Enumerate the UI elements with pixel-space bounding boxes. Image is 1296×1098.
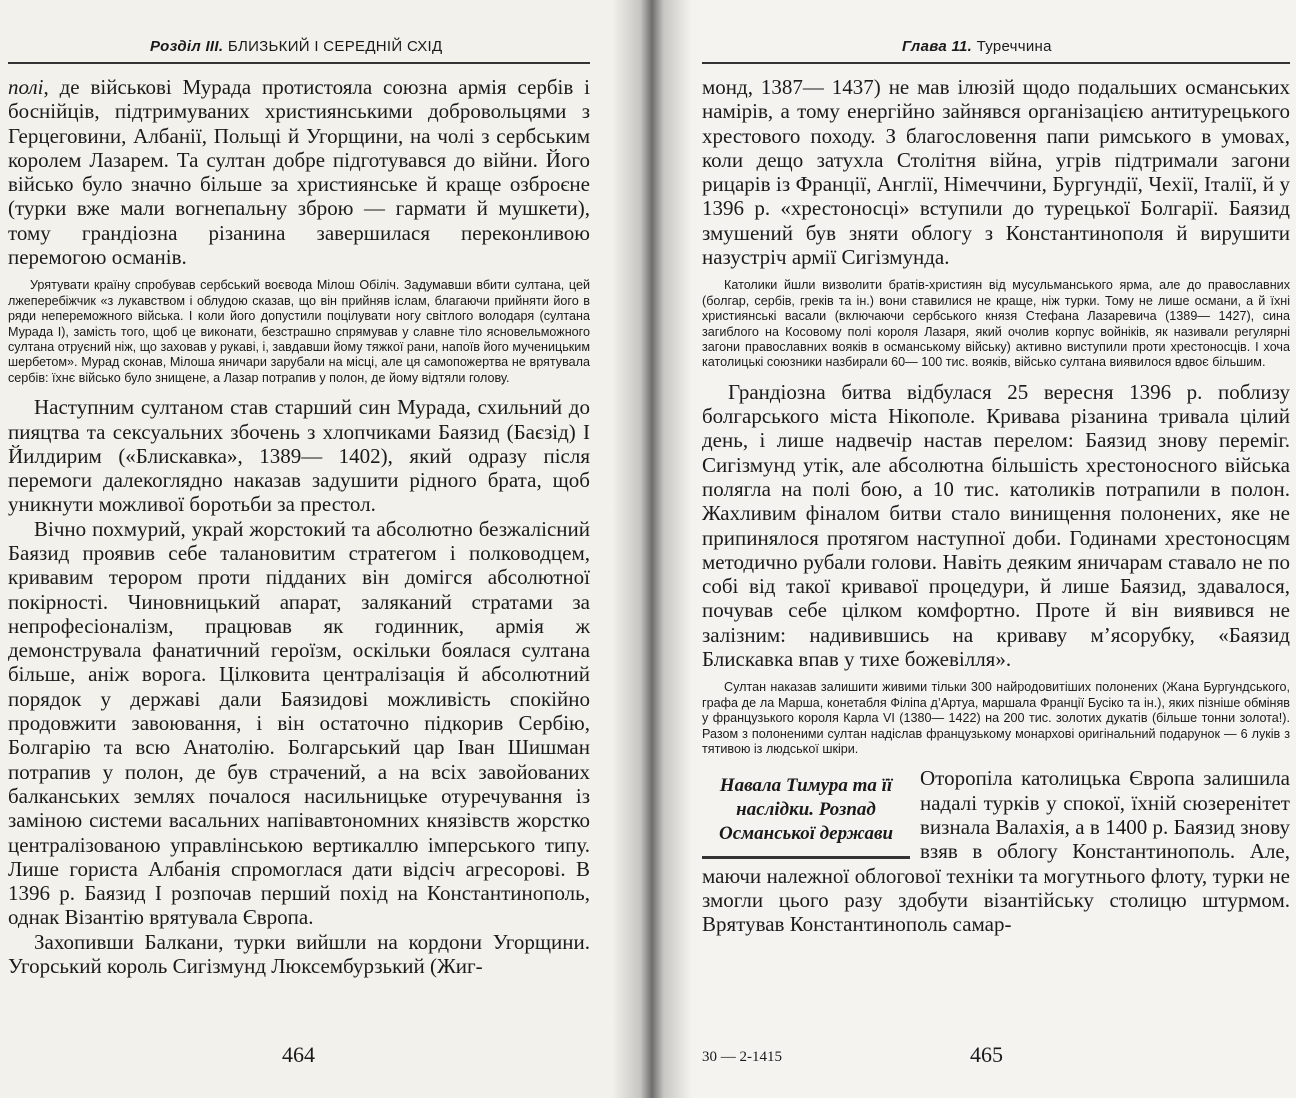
italic-word: полі: [8, 75, 44, 99]
chapter-label: Розділ ІІІ.: [150, 38, 224, 55]
running-head-right: [902, 38, 1052, 55]
header-rule: [702, 62, 1290, 64]
right-page: [640, 0, 1296, 1098]
running-head-left: [150, 38, 442, 55]
paragraph: Вічно похмурий, украй жорстокий та абсолютно безжалісний Баязид проявив себе талановитим стратегом і полководцем, кривавим терором проти підданих він домігся абсолютної покірності. Чиновницький апарат, заляканий стратами за непрофесіоналізм, працював як годинник, армія ж демонструвала фанатичний героїзм, оскільки боялася султана більше, аніж ворога. Цілковита централізація й абсолютний порядок у державі дали Баязидові можливість спокійно продовжити завоювання, і він остаточно підкорив Сербію, Болгарію та всю Анатолію. Болгарський цар Іван Шишман потрапив у полон, де був страчений, а на всіх завойованих балканських землях почалося насильницьке отуречування із заміною системи васальних напівавтономних князівств жорстко централізованою управлінською вертикаллю імперського типу. Лише гориста Албанія спромоглася дати відсіч агресорові. В 1396 р. Баязид І розпочав перший похід на Константинополь, однак Візантію врятувала Європа.: [8, 516, 590, 930]
chapter-title: БЛИЗЬКИЙ І СЕРЕДНІЙ СХІД: [227, 38, 443, 55]
paragraph: Захопивши Балкани, турки вийшли на кордони Угорщини. Угорський король Сигізмунд Люксембурзький (Жиг-: [8, 929, 590, 979]
side-note: Урятувати країну спробував сербський воєвода Мілош Обіліч. Задумавши вбити султана, цей лжеперебіжчик «з лукавством і облудою сказав, що він прийняв іслам, благаючи прийняти його в ряди непереможного війська. І коли його допустили поцілувати ногу світлого володаря (султана Мурада І), замість того, щоб це виконати, безстрашно спрямував у славне тіло ясновельможного султана отруєний ніж, що заховав у рукаві, і, завдавши йому тяжкої рани, напоїв його мученицьким шербетом». Мурад сконав, Мілоша яничари зарубали на місці, але ця самопожертва не врятувала сербів: їхнє військо було знищене, а Лазар потрапив у полон, де йому відтяли голову.: [8, 278, 590, 385]
section-heading: Навала Тимура та її наслідки. Розпад Османської держави: [702, 774, 910, 859]
side-note: Католики йшли визволити братів-християн від мусульманського ярма, але до православних (болгар, сербів, греків та ін.) вони ставилися не краще, ніж турки. Тому не лише османи, а й їхні християнські васали (включаючи сербського князя Стефана Лазаревича (1389— 1427), сина загиблого на Косовому полі короля Лазаря, який очолив корпус войніків, як називали регулярні загони православних вояків в османському війську) активно виступили проти хрестоносців. І хоча католицькі союзники назбирали 60— 100 тис. вояків, військо султана виявилося вдвоє більшим.: [702, 278, 1290, 370]
paragraph: Грандіозна битва відбулася 25 вересня 1396 р. поблизу болгарського міста Нікополе. Кривава різанина тривала цілий день, і лише надвечір настав перелом: Баязид знову переміг. Сигізмунд утік, але абсолютна більшість хрестоносного війська полягла на полі бою, а 10 тис. католиків потрапили в полон. Жахливим фіналом битви стало винищення полонених, яке не припинялося протягом наступної доби. Годинами хрестоносцям методично рубали голови. Навіть деяким яничарам ставало не по собі від такої кривавої процедури, й лише Баязид, здавалося, почував себе цілком комфортно. Проте й він виявився не залізним: надивившись на криваву м’ясорубку, «Баязид Блискавка впав у тихе божевілля».: [702, 379, 1290, 672]
printer-signature: 30 — 2-1415: [702, 1049, 782, 1065]
text-column-right: [702, 75, 1290, 936]
page-number: 465: [970, 1042, 1003, 1067]
paragraph: Наступним султаном став старший син Мурада, схильний до пияцтва та сексуальних збочень з хлопчиками Баязид (Баєзід) І Йилдирим («Блискавка», 1389— 1402), який одразу після перемоги далекоглядно наказав задушити рідного брата, щоб уникнути можливої боротьби за престол.: [8, 395, 590, 517]
paragraph: монд, 1387— 1437) не мав ілюзій щодо подальших османських намірів, а тому енергійно зайнявся організацією антитурецького хрестового походу. З благословення папи римського в умовах, коли дещо затухла Столітня війна, угрів підтримали загони рицарів із Франції, Англії, Німеччини, Бургундії, Чехії, Італії, й у 1396 р. «хрестоносці» вступили до турецької Болгарії. Баязид змушений був зняти облогу з Константинополя й вирушити назустріч армії Сигізмунда.: [702, 75, 1290, 270]
side-note: Султан наказав залишити живими тільки 300 найродовитіших полонених (Жана Бургундського, графа де ла Марша, конетабля Філіпа д’Артуа, маршала Франції Бусіко та ін.), яких пізніше обміняв у французького короля Карла VI (1380— 1422) на 200 тис. золотих дукатів (більше тонни золота!). Разом з полоненими султан надіслав французькому монархові оригінальний подарунок — 6 луків з тятивою із людської шкіри.: [702, 680, 1290, 756]
paragraph: полі, де військові Мурада протистояла союзна армія сербів і боснійців, підтримуваних християнськими добровольцями з Герцеговини, Албанії, Польщі й Угорщини, на чолі з сербським королем Лазарем. Та султан добре підготувався до війни. Його військо було значно більше за християнське й краще озброєне (турки вже мали вогнепальну зброю — гармати й мушкети), тому грандіозна різанина завершилася переконливою перемогою османів.: [8, 75, 590, 270]
paragraph: Оторопіла католицька Європа залишила надалі турків у спокої, їхній сюзеренітет визнала Валахія, а в 1400 р. Баязид знову взяв в облогу Константинополь. Але, маючи належної облогової техніки та могутнього флоту, турки не змогли цього разу здобути візантійську столицю штурмом. Врятував Константинополь самар-: [702, 766, 1290, 937]
chapter-label: Глава 11.: [902, 38, 973, 55]
header-rule: [8, 62, 590, 64]
text-column-left: [8, 75, 590, 978]
chapter-title: Туреччина: [976, 38, 1052, 55]
page-number: 464: [282, 1042, 315, 1067]
left-page: [0, 0, 640, 1098]
